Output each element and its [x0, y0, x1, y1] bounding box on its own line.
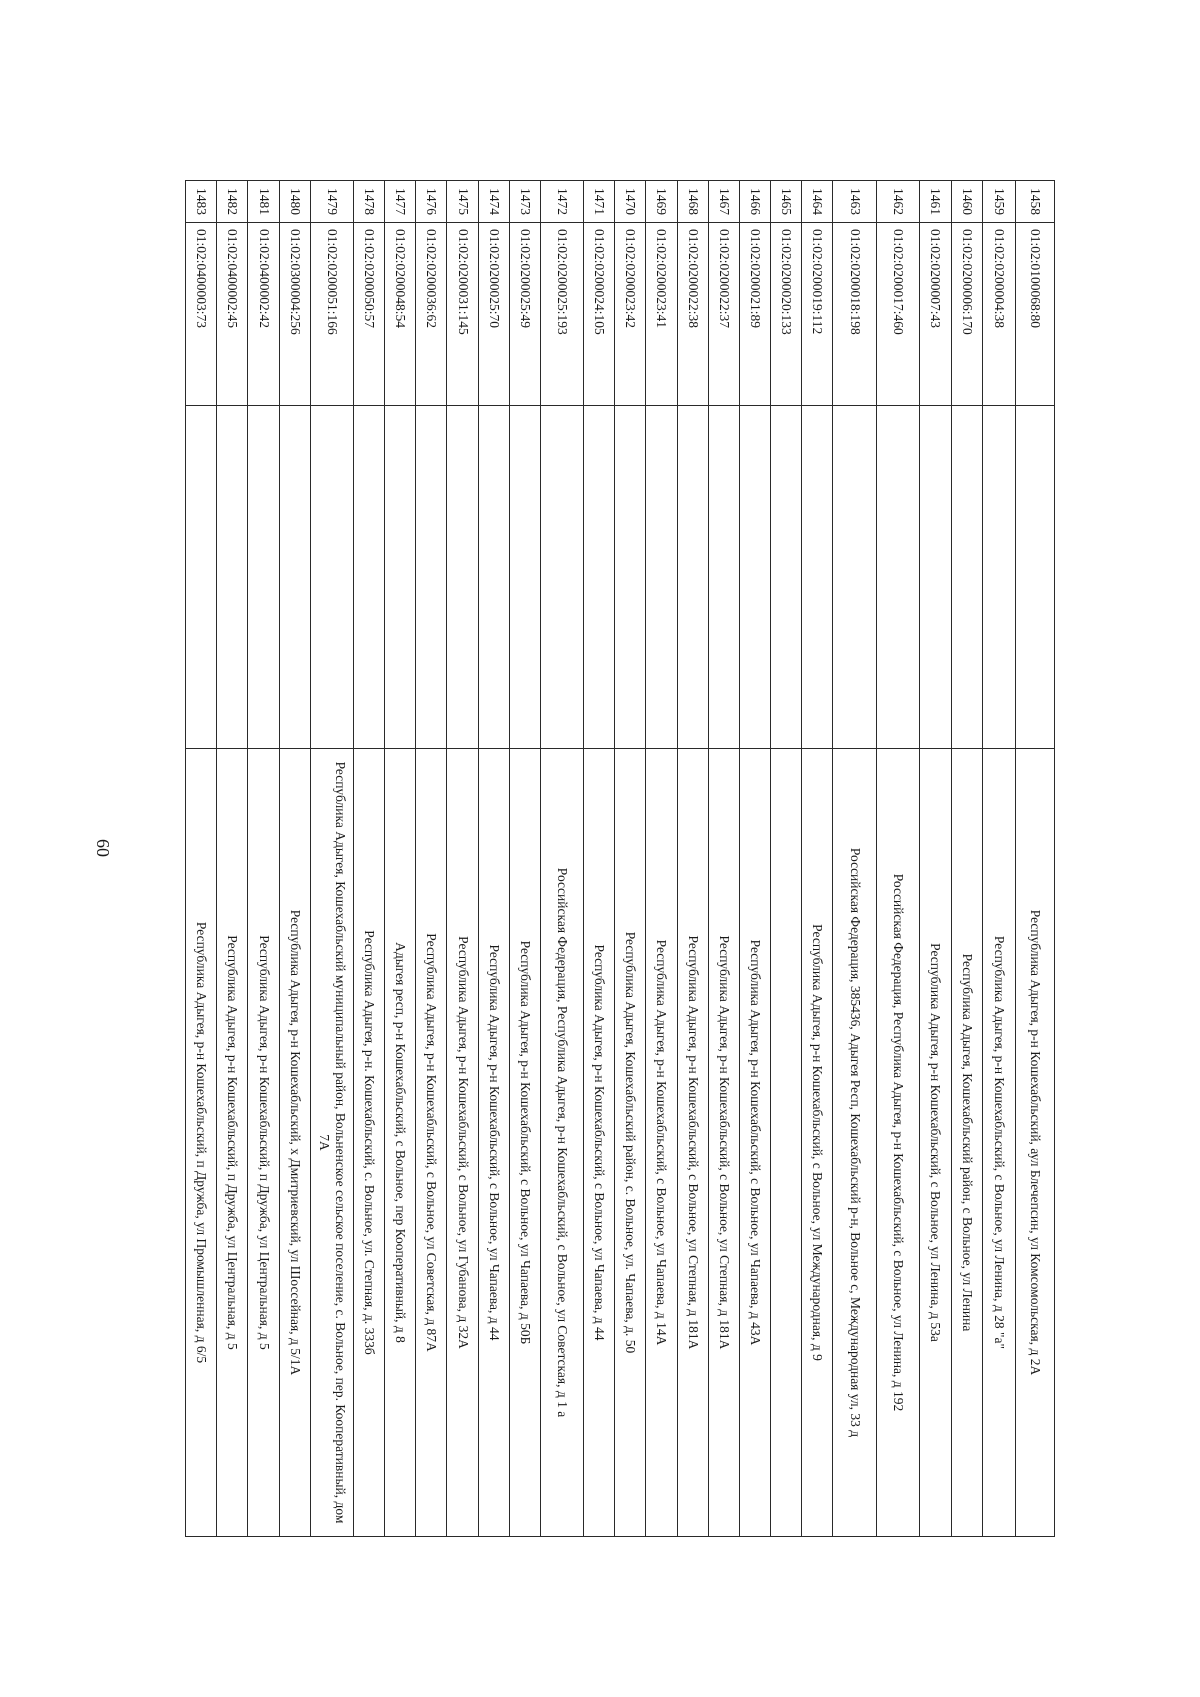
registry-table: [185, 180, 1055, 1537]
empty-cell: [739, 406, 770, 749]
table-row: [802, 181, 833, 1537]
row-number-cell: 1459: [982, 181, 1015, 223]
empty-cell: [217, 406, 248, 749]
row-number-cell: 1473: [509, 181, 540, 223]
table-row: [584, 181, 615, 1537]
table-row: [876, 181, 919, 1537]
address-cell: Российская Федерация, 385436, Адыгея Респ, Кошехабльский р-н, Вольное с, Международная ул, 33 д: [833, 749, 876, 1537]
address-cell: Республика Адыгея, р-н Кошехабльский, с Вольное, ул Губанова, д 32А: [447, 749, 478, 1537]
empty-cell: [677, 406, 708, 749]
table-row: [833, 181, 876, 1537]
cadastral-number-cell: 01:02:0200018:198: [833, 223, 876, 406]
cadastral-number-cell: 01:02:0400002:42: [248, 223, 279, 406]
cadastral-number-cell: 01:02:0200023:42: [615, 223, 646, 406]
address-cell: Республика Адыгея, р-н Кошехабльский, с Вольное, ул Степная, д 181А: [708, 749, 739, 1537]
table-row: [248, 181, 279, 1537]
empty-cell: [248, 406, 279, 749]
cadastral-number-cell: 01:02:0100068:80: [1016, 223, 1055, 406]
row-number-cell: 1483: [186, 181, 217, 223]
empty-cell: [833, 406, 876, 749]
empty-cell: [310, 406, 353, 749]
row-number-cell: 1475: [447, 181, 478, 223]
address-cell: Республика Адыгея, р-н Кошехабльский, п Дружба, ул Промышленная, д 6/5: [186, 749, 217, 1537]
cadastral-number-cell: 01:02:0200022:37: [708, 223, 739, 406]
empty-cell: [876, 406, 919, 749]
table-row: [478, 181, 509, 1537]
row-number-cell: 1464: [802, 181, 833, 223]
table-row: [771, 181, 802, 1537]
table-row: [509, 181, 540, 1537]
row-number-cell: 1477: [385, 181, 416, 223]
address-cell: Российская Федерация, Республика Адыгея, р-н Кошехабльский, с Вольное, ул Советская, д 1 а: [540, 749, 583, 1537]
address-cell: Республика Адыгея, р-н Кошехабльский, х Дмитриевский, ул Шоссейная, д 5/1А: [279, 749, 310, 1537]
empty-cell: [279, 406, 310, 749]
empty-cell: [802, 406, 833, 749]
cadastral-number-cell: 01:02:0200025:70: [478, 223, 509, 406]
address-cell: Российская Федерация, Республика Адыгея, р-н Кошехабльский, с Вольное, ул Ленина, д 192: [876, 749, 919, 1537]
empty-cell: [771, 406, 802, 749]
table-row: [540, 181, 583, 1537]
empty-cell: [509, 406, 540, 749]
cadastral-number-cell: 01:02:0200048:54: [385, 223, 416, 406]
address-cell: Республика Адыгея, р-н Кошехабльский, с Вольное, ул Советская, д 87А: [416, 749, 447, 1537]
row-number-cell: 1470: [615, 181, 646, 223]
cadastral-number-cell: 01:02:0200004:38: [982, 223, 1015, 406]
row-number-cell: 1466: [739, 181, 770, 223]
table-row: [677, 181, 708, 1537]
row-number-cell: 1474: [478, 181, 509, 223]
table-row: [385, 181, 416, 1537]
row-number-cell: 1469: [646, 181, 677, 223]
table-row: [447, 181, 478, 1537]
row-number-cell: 1458: [1016, 181, 1055, 223]
address-cell: Республика Адыгея, р-н. Кошехабльский, с. Вольное, ул. Степная, д. 333б: [353, 749, 384, 1537]
cadastral-number-cell: 01:02:0200022:38: [677, 223, 708, 406]
address-cell: Республика Адыгея, р-н Кошехабльский, с Вольное, ул Ленина, д 53а: [919, 749, 951, 1537]
empty-cell: [646, 406, 677, 749]
table-row: [310, 181, 353, 1537]
cadastral-number-cell: 01:02:0200020:133: [771, 223, 802, 406]
empty-cell: [353, 406, 384, 749]
row-number-cell: 1461: [919, 181, 951, 223]
cadastral-number-cell: 01:02:0200024:105: [584, 223, 615, 406]
address-cell: Адыгея респ, р-н Кошехабльский, с Вольное, пер Кооперативный, д 8: [385, 749, 416, 1537]
address-cell: Республика Адыгея, р-н Кошехабльский, с Вольное, ул Чапаева, д 44: [478, 749, 509, 1537]
table-row: [646, 181, 677, 1537]
cadastral-number-cell: 01:02:0200023:41: [646, 223, 677, 406]
table-row: [739, 181, 770, 1537]
row-number-cell: 1482: [217, 181, 248, 223]
empty-cell: [416, 406, 447, 749]
address-cell: Республика Адыгея, Кошехабльский район, с. Вольное, ул. Чапаева, д. 50: [615, 749, 646, 1537]
row-number-cell: 1481: [248, 181, 279, 223]
cadastral-number-cell: 01:02:0200031:145: [447, 223, 478, 406]
table-row: [279, 181, 310, 1537]
row-number-cell: 1476: [416, 181, 447, 223]
cadastral-number-cell: 01:02:0400002:45: [217, 223, 248, 406]
page-number: 60: [93, 839, 113, 857]
address-cell: Республика Адыгея, р-н Кошехабльский, п Дружба, ул Центральная, д 5: [248, 749, 279, 1537]
cadastral-number-cell: 01:02:0400003:73: [186, 223, 217, 406]
empty-cell: [186, 406, 217, 749]
empty-cell: [982, 406, 1015, 749]
address-cell: Республика Адыгея, р-н Кошехабльский, с Вольное, ул Чапаева, д 14А: [646, 749, 677, 1537]
address-cell: [771, 749, 802, 1537]
empty-cell: [615, 406, 646, 749]
row-number-cell: 1462: [876, 181, 919, 223]
row-number-cell: 1479: [310, 181, 353, 223]
table-row: [951, 181, 982, 1537]
empty-cell: [1016, 406, 1055, 749]
row-number-cell: 1460: [951, 181, 982, 223]
cadastral-number-cell: 01:02:0200051:166: [310, 223, 353, 406]
row-number-cell: 1478: [353, 181, 384, 223]
cadastral-number-cell: 01:02:0200007:43: [919, 223, 951, 406]
row-number-cell: 1471: [584, 181, 615, 223]
empty-cell: [919, 406, 951, 749]
table-row: [353, 181, 384, 1537]
empty-cell: [385, 406, 416, 749]
cadastral-number-cell: 01:02:0200050:57: [353, 223, 384, 406]
empty-cell: [584, 406, 615, 749]
empty-cell: [478, 406, 509, 749]
cadastral-number-cell: 01:02:0200019:112: [802, 223, 833, 406]
address-cell: Республика Адыгея, р-н Кошехабльский, аул Блечепсин, ул Комсомольская, д 2А: [1016, 749, 1055, 1537]
cadastral-number-cell: 01:02:0200036:62: [416, 223, 447, 406]
row-number-cell: 1468: [677, 181, 708, 223]
cadastral-number-cell: 01:02:0200006:170: [951, 223, 982, 406]
address-cell: Республика Адыгея, р-н Кошехабльский, с Вольное, ул Чапаева, д 44: [584, 749, 615, 1537]
table-row: [615, 181, 646, 1537]
table-row: [416, 181, 447, 1537]
cadastral-number-cell: 01:02:0200025:49: [509, 223, 540, 406]
registry-table-wrapper: [185, 180, 1055, 1537]
address-cell: Республика Адыгея, р-н Кошехабльский, п Дружба, ул Центральная, д 5: [217, 749, 248, 1537]
table-row: [919, 181, 951, 1537]
table-row: [217, 181, 248, 1537]
cadastral-number-cell: 01:02:0200017:460: [876, 223, 919, 406]
empty-cell: [708, 406, 739, 749]
address-cell: Республика Адыгея, р-н Кошехабльский, с Вольное, ул Чапаева, д 50Б: [509, 749, 540, 1537]
cadastral-number-cell: 01:02:0300004:256: [279, 223, 310, 406]
empty-cell: [447, 406, 478, 749]
address-cell: Республика Адыгея, р-н Кошехабльский, с Вольное, ул Международная, д 9: [802, 749, 833, 1537]
cadastral-number-cell: 01:02:0200025:193: [540, 223, 583, 406]
row-number-cell: 1480: [279, 181, 310, 223]
row-number-cell: 1465: [771, 181, 802, 223]
empty-cell: [540, 406, 583, 749]
address-cell: Республика Адыгея, р-н Кошехабльский, с Вольное, ул Чапаева, д 43А: [739, 749, 770, 1537]
row-number-cell: 1463: [833, 181, 876, 223]
address-cell: Республика Адыгея, р-н Кошехабльский, с Вольное, ул Степная, д 181А: [677, 749, 708, 1537]
address-cell: Республика Адыгея, р-н Кошехабльский, с Вольное, ул Ленина, д 28 "а": [982, 749, 1015, 1537]
row-number-cell: 1472: [540, 181, 583, 223]
table-row: [1016, 181, 1055, 1537]
row-number-cell: 1467: [708, 181, 739, 223]
address-cell: Республика Адыгея, Кошехабльский муниципальный район, Вольненское сельское поселение, с. Вольное, пер. Кооперативный, дом 7А: [310, 749, 353, 1537]
cadastral-number-cell: 01:02:0200021:89: [739, 223, 770, 406]
table-row: [982, 181, 1015, 1537]
registry-table-body: [186, 181, 1055, 1537]
empty-cell: [951, 406, 982, 749]
address-cell: Республика Адыгея, Кошехабльский район, с Вольное, ул Ленина: [951, 749, 982, 1537]
table-row: [708, 181, 739, 1537]
table-row: [186, 181, 217, 1537]
